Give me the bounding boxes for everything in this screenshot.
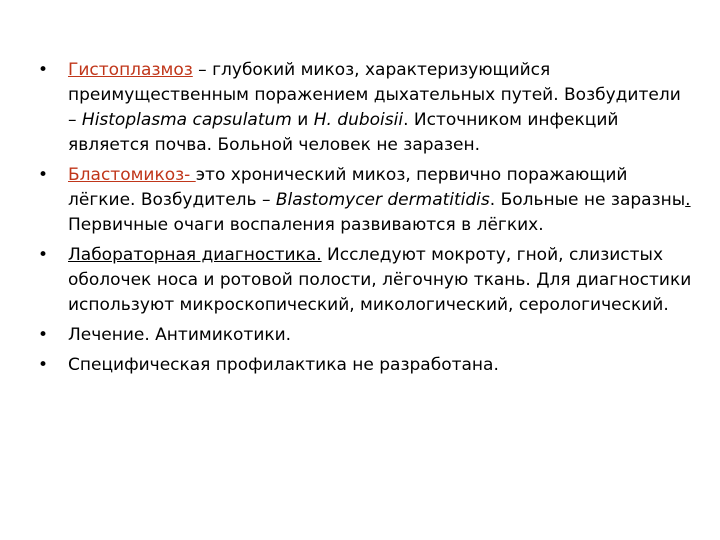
item-text: Лечение. Антимикотики. [68, 325, 292, 345]
term-histoplasmosis-link[interactable]: Гистоплазмоз [68, 60, 193, 80]
item-text: Специфическая профилактика не разработана. [68, 355, 499, 375]
term-blastomycosis-link[interactable]: Бластомикоз- [68, 165, 196, 185]
bullet-icon: • [38, 165, 49, 185]
bullet-icon: • [38, 245, 49, 265]
item-text: . Источником инфекций является почва. Больной человек не заразен. [68, 110, 619, 155]
species-name: H. duboisii [313, 110, 404, 130]
bullet-icon: • [38, 325, 49, 345]
list-item-treatment [38, 323, 692, 348]
list-item-histoplasmosis [38, 58, 692, 158]
list-item-lab-diagnostics [38, 243, 692, 318]
species-name: Blastomycer dermatitidis [275, 190, 490, 210]
list-item-blastomycosis [38, 163, 692, 238]
item-text: – глубокий микоз, характеризующийся преимущественным поражением дыхательных путей. Возбудители – [68, 60, 681, 130]
item-text: Исследуют мокроту, гной, слизистых оболочек носа и ротовой полости, лёгочную ткань. Для диагностики используют микроскопический, микологический, серологический. [68, 245, 692, 315]
item-text: . Больные не заразны [489, 190, 686, 210]
item-text: Первичные очаги воспаления развиваются в лёгких. [68, 215, 544, 235]
bullet-icon: • [38, 60, 49, 80]
item-text: это хронический микоз, первично поражающий лёгкие. Возбудитель – [68, 165, 628, 210]
bullet-icon: • [38, 355, 49, 375]
species-name: Histoplasma capsulatum [81, 110, 292, 130]
item-text-underlined: . [685, 190, 691, 210]
term-lab-diagnostics-link[interactable]: Лабораторная диагностика. [68, 245, 322, 265]
bullet-list [38, 58, 692, 378]
list-item-prophylaxis [38, 353, 692, 378]
item-text: и [291, 110, 314, 130]
